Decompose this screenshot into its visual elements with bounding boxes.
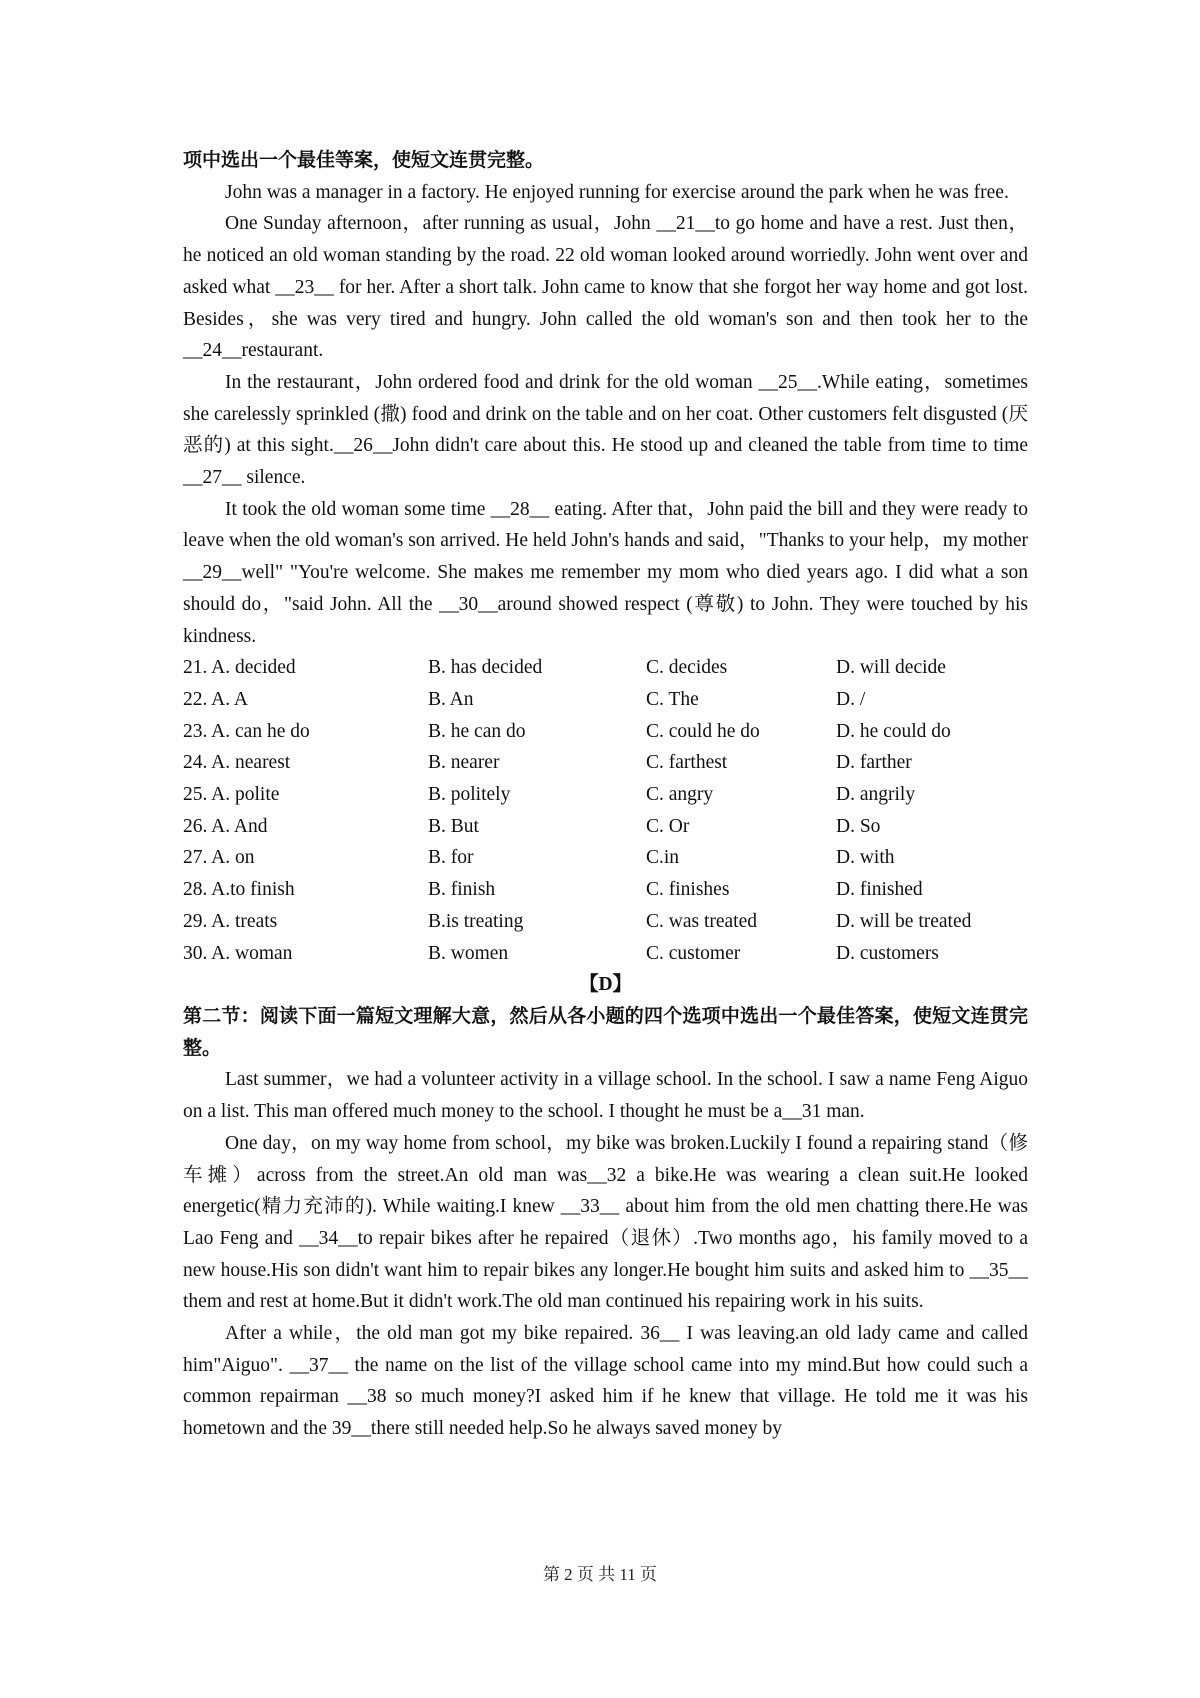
option-choice: 22. A. A <box>183 688 249 710</box>
option-choice: 30. A. woman <box>183 942 293 964</box>
option-row <box>183 938 1028 970</box>
option-choice: D. will decide <box>836 657 946 679</box>
option-choice: C.in <box>646 847 680 869</box>
option-row <box>183 747 1028 779</box>
option-row <box>183 842 1028 874</box>
section-d-label: 【D】 <box>578 974 633 996</box>
option-choice: 29. A. treats <box>183 910 278 932</box>
option-choice: B. An <box>428 688 474 710</box>
option-row <box>183 684 1028 716</box>
option-choice: B. women <box>428 942 509 964</box>
option-choice: 23. A. can he do <box>183 720 310 742</box>
option-choice: D. angrily <box>836 784 916 806</box>
option-choice: B. nearer <box>428 752 500 774</box>
option-choice: B. politely <box>428 784 511 806</box>
option-choice: 26. A. And <box>183 815 268 837</box>
option-choice: C. customer <box>646 942 741 964</box>
option-choice: C. was treated <box>646 910 758 932</box>
option-choice: B.is treating <box>428 910 524 932</box>
option-choice: B. has decided <box>428 657 543 679</box>
option-choice: C. The <box>646 688 699 710</box>
passage-d-paragraph: After a while，the old man got my bike repaired. 36__ I was leaving.an old lady came and called him"Aiguo". __37__ the name on the list of the village school came into my mind.But how could such a common repairman __38 so much money?I asked him if he knew that village. He told me it was his hometown and the 39__there still needed help.So he always saved money by <box>183 1323 1028 1440</box>
passage-c-paragraph: It took the old woman some time __28__ eating. After that，John paid the bill and they were ready to leave when the old woman's son arrived. He held John's hands and said，"Thanks to your help，my mother __29__well" "You're welcome. She makes me remember my mom who died years ago. I did what a son should do，"said John. All the __30__around showed respect (尊敬) to John. They were touched by his kindness. <box>183 498 1028 647</box>
option-choice: D. will be treated <box>836 910 972 932</box>
option-row <box>183 906 1028 938</box>
option-choice: 25. A. polite <box>183 784 280 806</box>
option-choice: C. finishes <box>646 879 730 901</box>
option-choice: D. he could do <box>836 720 951 742</box>
option-row <box>183 811 1028 843</box>
option-choice: D. / <box>836 688 866 710</box>
option-choice: 21. A. decided <box>183 657 296 679</box>
options-list <box>183 652 1028 969</box>
option-choice: C. decides <box>646 657 728 679</box>
option-choice: D. customers <box>836 942 939 964</box>
option-choice: C. angry <box>646 784 714 806</box>
option-choice: B. for <box>428 847 474 869</box>
option-row <box>183 874 1028 906</box>
option-choice: 24. A. nearest <box>183 752 291 774</box>
instructions-continued: 项中选出一个最佳等案，使短文连贯完整。 <box>183 149 545 171</box>
option-choice: D. finished <box>836 879 923 901</box>
option-choice: C. could he do <box>646 720 760 742</box>
option-row <box>183 716 1028 748</box>
option-choice: D. farther <box>836 752 912 774</box>
option-choice: B. finish <box>428 879 496 901</box>
passage-c-paragraph: John was a manager in a factory. He enjoyed running for exercise around the park when he was free. <box>225 181 1009 203</box>
section-d-instructions: 第二节：阅读下面一篇短文理解大意，然后从各小题的四个选项中选出一个最佳答案，使短文连贯完整。 <box>183 1004 1028 1059</box>
passage-d-paragraph: Last summer，we had a volunteer activity in a village school. In the school. I saw a name Feng Aiguo on a list. This man offered much money to the school. I thought he must be a__31 man. <box>183 1069 1028 1123</box>
option-row <box>183 779 1028 811</box>
option-choice: B. But <box>428 815 479 837</box>
option-row <box>183 652 1028 684</box>
document-page <box>183 145 1028 1445</box>
passage-c-paragraph: One Sunday afternoon，after running as usual，John __21__to go home and have a rest. Just then，he noticed an old woman standing by the road. 22 old woman looked around worriedly. John went over and asked what __23__ for her. After a short talk. John came to know that she forgot her way home and got lost. Besides，she was very tired and hungry. John called the old woman's son and then took her to the __24__restaurant. <box>183 213 1028 362</box>
passage-c-paragraph: In the restaurant，John ordered food and drink for the old woman __25__.While eating，sometimes she carelessly sprinkled (撒) food and drink on the table and on her coat. Other customers felt disgusted (厌恶的) at this sight.__26__John didn't care about this. He stood up and cleaned the table from time to time __27__ silence. <box>183 371 1028 489</box>
option-choice: C. farthest <box>646 752 728 774</box>
option-choice: D. with <box>836 847 895 869</box>
passage-d-paragraph: One day，on my way home from school，my bike was broken.Luckily I found a repairing stand（修车摊）across from the street.An old man was__32 a bike.He was wearing a clean suit.He looked energetic(精力充沛的). While waiting.I knew __33__ about him from the old men chatting there.He was Lao Feng and __34__to repair bikes after he repaired（退休）.Two months ago，his family moved to a new house.His son didn't want him to repair bikes any longer.He bought him suits and asked him to __35__ them and rest at home.But it didn't work.The old man continued his repairing work in his suits. <box>183 1132 1028 1313</box>
option-choice: 28. A.to finish <box>183 879 295 901</box>
page-footer: 第 2 页 共 11 页 <box>542 1565 658 1584</box>
option-choice: 27. A. on <box>183 847 255 869</box>
option-choice: D. So <box>836 815 881 837</box>
option-choice: C. Or <box>646 815 690 837</box>
option-choice: B. he can do <box>428 720 526 742</box>
